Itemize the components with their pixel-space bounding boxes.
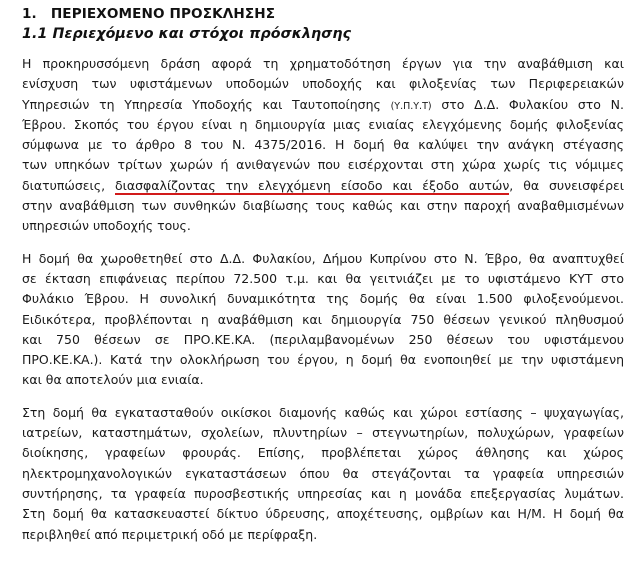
paragraph-3: [22, 403, 624, 545]
text-line: Φυλάκιο Έβρου. Η συνολική δυναμικότητα της δομής θα είναι 1.500 φιλοξενούμενοι.: [22, 291, 624, 307]
text-line: Στη δομή θα κατασκευαστεί δίκτυο ύδρευσης, αποχέτευσης, ομβρίων και Η/Μ. Η δομή θα: [22, 506, 624, 522]
text-line: Στη δομή θα εγκατασταθούν οικίσκοι διαμονής καθώς και χώροι εστίασης – ψυχαγωγίας,: [22, 404, 624, 420]
text-line: [22, 176, 624, 196]
text-line: ιατρείων, καταστημάτων, σχολείων, πλυντηρίων – στεγνωτηρίων, πολυχώρων, γραφείων: [22, 425, 624, 441]
text-line: Η δομή θα χωροθετηθεί στο Δ.Δ. Φυλακίου, Δήμου Κυπρίνου στο Ν. Έβρο, θα αναπτυχθεί: [22, 250, 624, 266]
text-line: υπηρεσιών υποδοχής τους.: [22, 218, 191, 234]
text-line: συντήρησης, τα γραφεία πυροσβεστικής υπηρεσίας και η μονάδα επεξεργασίας λυμάτων.: [22, 485, 624, 501]
highlighted-phrase: διασφαλίζοντας την ελεγχόμενη είσοδο και έξοδο αυτών: [115, 177, 510, 193]
paragraph-2: [22, 249, 624, 391]
section-title: ΠΕΡΙΕΧΟΜΕΝΟ ΠΡΟΣΚΛΗΣΗΣ: [50, 6, 276, 22]
text-line: ΠΡΟ.ΚΕ.ΚΑ.). Κατά την ολοκλήρωση του έργου, η δομή θα ενοποιηθεί με την υφιστάμενη: [22, 352, 624, 368]
text-line: των υπηκόων τρίτων χωρών ή ανιθαγενών που εισέρχονται στη χώρα χωρίς τις νόμιμες: [22, 157, 624, 173]
section-number: 1.: [22, 6, 37, 22]
text-line: [22, 95, 624, 115]
abbreviation: (Υ.Π.Υ.Τ): [390, 100, 432, 112]
text-line: Ειδικότερα, προβλέπονται η αναβάθμιση και δημιουργία 750 θέσεων γενικού πληθυσμού: [22, 311, 624, 327]
text-line: σύμφωνα με το άρθρο 8 του Ν. 4375/2016. Η δομή θα καλύψει την ανάγκη στέγασης: [22, 137, 624, 153]
text-line: διοίκησης, γραφείων φρουράς. Επίσης, προβλέπεται χώρος άθλησης και χώρος: [22, 445, 624, 461]
text-line: σε έκταση επιφάνειας περίπου 72.500 τ.μ. και θα γειτνιάζει με το υφιστάμενο ΚΥΤ στο: [22, 270, 624, 286]
text-run: , θα συνεισφέρει: [509, 177, 624, 193]
text-run: διατυπώσεις,: [22, 177, 116, 193]
section-heading: [22, 6, 624, 22]
text-line: στην αναβάθμιση των συνθηκών διαβίωσης τους καθώς και στην παροχή αναβαθμισμένων: [22, 198, 624, 214]
text-run: στο Δ.Δ. Φυλακίου στο Ν.: [441, 96, 624, 112]
paragraph-1: [22, 54, 624, 237]
subsection-heading: 1.1 Περιεχόμενο και στόχοι πρόσκλησης: [22, 26, 352, 42]
text-line: περιβληθεί από περιμετρική οδό με περίφραξη.: [22, 526, 318, 542]
text-line: και 750 θέσεων σε ΠΡΟ.ΚΕ.ΚΑ. (περιλαμβανομένων 250 θέσεων του υφιστάμενου: [22, 331, 624, 347]
text-line: Έβρου. Σκοπός του έργου είναι η δημιουργία μιας ενιαίας ελεγχόμενης δομής φιλοξενίας: [22, 116, 624, 132]
text-line: Η προκηρυσσόμενη δράση αφορά τη χρηματοδότηση έργων για την αναβάθμιση και: [22, 56, 624, 71]
text-line: ηλεκτρομηχανολογικών εγκαταστάσεων όπου θα στεγάζονται τα γραφεία υπηρεσιών: [22, 465, 624, 481]
text-line: ενίσχυση των υφιστάμενων υποδομών υποδοχής και φιλοξενίας των Περιφερειακών: [22, 76, 624, 92]
text-line: και θα αποτελούν μια ενιαία.: [22, 372, 204, 388]
text-run: Υπηρεσιών τη Υπηρεσία Υποδοχής και Ταυτοποίησης: [22, 96, 381, 112]
